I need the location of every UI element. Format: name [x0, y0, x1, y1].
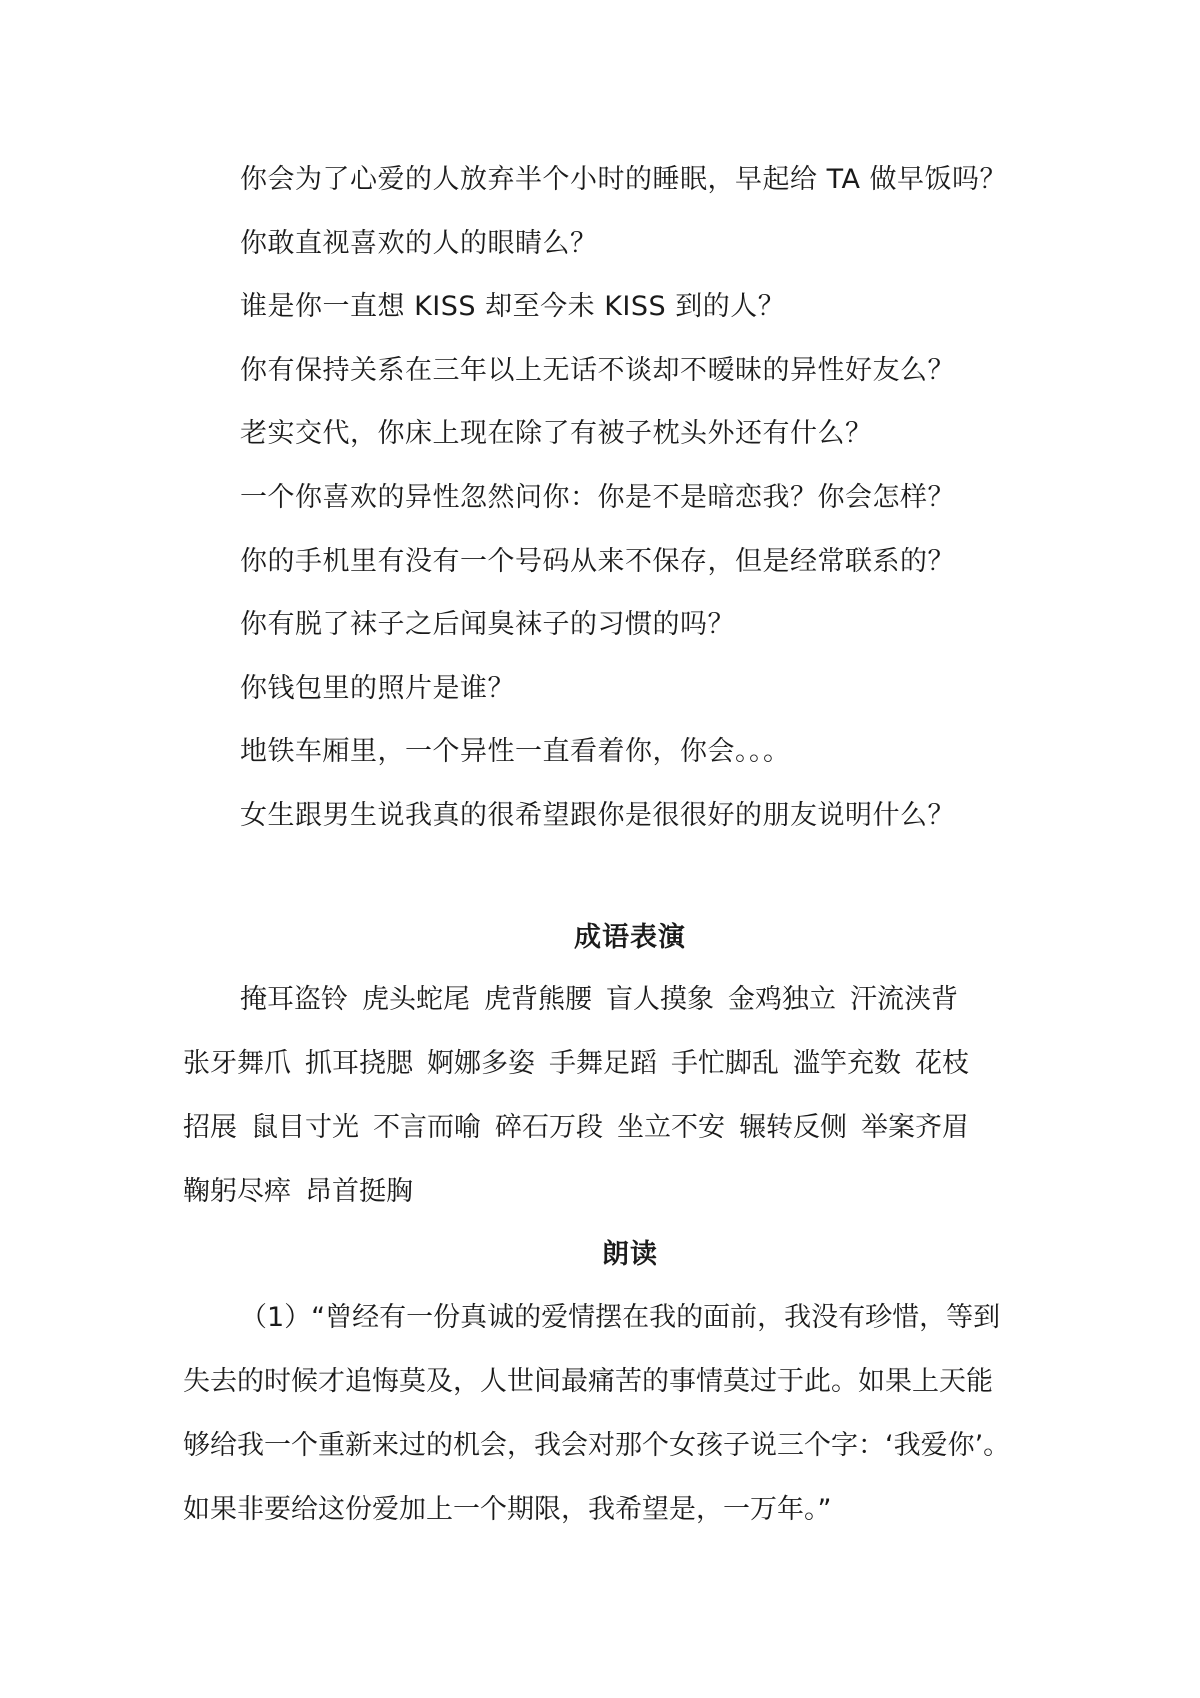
- idiom: 手舞足蹈: [549, 1048, 657, 1079]
- idiom: 虎头蛇尾: [362, 984, 470, 1015]
- question-item: 你有脱了袜子之后闻臭袜子的习惯的吗？: [240, 609, 735, 641]
- idiom: 金鸡独立: [728, 984, 836, 1015]
- question-item: 一个你喜欢的异性忽然问你：你是不是暗恋我？你会怎样？: [240, 481, 955, 513]
- idiom: 虎背熊腰: [484, 984, 592, 1015]
- reading-section-title: 朗读: [602, 1239, 658, 1270]
- idiom: 昂首挺胸: [305, 1176, 413, 1207]
- idiom: 碎石万段: [495, 1112, 603, 1143]
- idiom: 招展: [183, 1112, 237, 1143]
- reading-line: 失去的时候才追悔莫及，人世间最痛苦的事情莫过于此。如果上天能: [183, 1366, 993, 1397]
- idiom: 盲人摸象: [606, 984, 714, 1015]
- question-list: [240, 148, 1060, 848]
- idiom: 辗转反侧: [739, 1112, 847, 1143]
- idiom: 不言而喻: [373, 1112, 481, 1143]
- question-item: 你敢直视喜欢的人的眼睛么？: [240, 227, 598, 259]
- idiom: 鞠躬尽瘁: [183, 1176, 291, 1207]
- idiom: 举案齐眉: [861, 1112, 969, 1143]
- idiom: 婀娜多姿: [427, 1048, 535, 1079]
- idiom: 手忙脚乱: [671, 1048, 779, 1079]
- idioms-line: [183, 968, 1023, 1032]
- idioms-line: [183, 1032, 1023, 1096]
- question-item: 你钱包里的照片是谁？: [240, 672, 515, 704]
- reading-line: 如果非要给这份爱加上一个期限，我希望是，一万年。”: [183, 1494, 832, 1525]
- idiom: 汗流浃背: [850, 984, 958, 1015]
- question-item: 你的手机里有没有一个号码从来不保存，但是经常联系的？: [240, 545, 955, 577]
- idioms-section-title: 成语表演: [574, 922, 686, 953]
- idiom: 花枝: [915, 1048, 969, 1079]
- idiom: 抓耳挠腮: [305, 1048, 413, 1079]
- question-item: 你有保持关系在三年以上无话不谈却不暧昧的异性好友么？: [240, 354, 955, 386]
- question-item: 老实交代，你床上现在除了有被子枕头外还有什么？: [240, 418, 873, 450]
- idioms-line: [183, 1160, 1023, 1224]
- idiom: 鼠目寸光: [251, 1112, 359, 1143]
- question-item: 你会为了心爱的人放弃半个小时的睡眠，早起给 TA 做早饭吗？: [240, 164, 1008, 195]
- question-item: 女生跟男生说我真的很希望跟你是很很好的朋友说明什么？: [240, 799, 955, 831]
- idiom: 掩耳盗铃: [240, 984, 348, 1015]
- reading-paragraph: [183, 1286, 1023, 1542]
- question-item: 地铁车厢里，一个异性一直看着你，你会。。。: [240, 736, 791, 768]
- idiom: 滥竽充数: [793, 1048, 901, 1079]
- idiom: 张牙舞爪: [183, 1048, 291, 1079]
- idioms-paragraph: [183, 968, 1023, 1224]
- idioms-line: [183, 1096, 1023, 1160]
- idiom: 坐立不安: [617, 1112, 725, 1143]
- reading-line: 够给我一个重新来过的机会，我会对那个女孩子说三个字：‘我爱你’。: [183, 1430, 1011, 1461]
- question-item: 谁是你一直想 KISS 却至今未 KISS 到的人？: [240, 291, 786, 323]
- reading-line: （1）“曾经有一份真诚的爱情摆在我的面前，我没有珍惜，等到: [240, 1302, 1001, 1333]
